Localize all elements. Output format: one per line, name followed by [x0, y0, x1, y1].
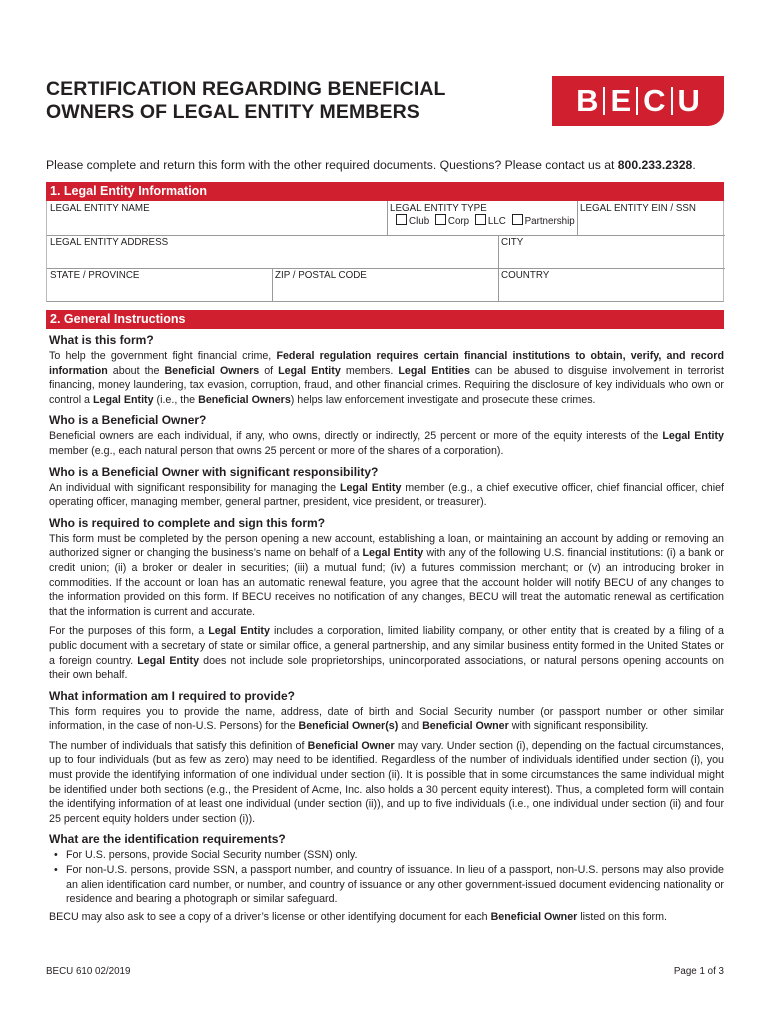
legal-entity-type-field: LEGAL ENTITY TYPE	[390, 203, 487, 214]
section-1-header: 1. Legal Entity Information	[46, 182, 724, 201]
instruction-identification: What are the identification requirements? • For U.S. persons, provide Social Security number (SSN) only. • For non-U.S. persons, provide SSN, a passport number, and country of issuance. In lieu of a passport, non-U.S. persons may also provide an alien identification card number, or number, and country of issuance or any other government-issued document evidencing nationality or residence and bearing a photograph or similar safeguard. BECU may also ask to see a copy of a driver’s license or other identifying document for each Beneficial Owner listed on this form.	[46, 832, 724, 924]
list-item: • For U.S. persons, provide Social Security number (SSN) only.	[66, 848, 724, 863]
instruction-significant-responsibility: Who is a Beneficial Owner with significant responsibility? An individual with significant responsibility for managing the Legal Entity member (e.g., a chief executive officer, chief financial officer, chief operating officer, managing member, general partner, president, vice president, or treasurer).	[49, 464, 724, 509]
instruction-required-info: What information am I required to provide? This form requires you to provide the name, address, date of birth and Social Security number (or passport number or other similar information, in the case of non-U.S. Persons) for the Beneficial Owner(s) and Beneficial Owner with significant responsibility. The number of individuals that satisfy this definition of Beneficial Owner may vary. Under section (i), depending on the factual circumstances, up to four individuals (but as few as zero) may need to be identified. Regardless of the number of individuals identified under section (i), you must provide the identifying information of one individual under section (ii). It is possible that in some circumstances the same individual might be identified under both sections (e.g., the President of Acme, Inc. also holds a 30 percent equity interest). Thus, a completed form will contain the identifying information of at least one individual (under section (ii)), and up to five individuals (i.e., one individual under section (ii) and four 25 percent equity holders under section (i)).	[49, 688, 724, 825]
contact-phone: 800.233.2328	[617, 158, 693, 172]
general-instructions	[46, 333, 724, 930]
identification-list	[46, 848, 724, 906]
intro-text: Please complete and return this form with the other required documents. Questions? Please contact us at 800.233.2328.	[46, 158, 696, 172]
list-item: • For non-U.S. persons, provide SSN, a passport number, and country of issuance. In lieu of a passport, non-U.S. persons may also provide an alien identification card number, or number, and country of issuance or any other government-issued document evidencing nationality or residence and bearing a photograph or similar safeguard.	[66, 863, 724, 907]
section-2-header: 2. General Instructions	[46, 310, 724, 329]
corp-checkbox[interactable]	[435, 214, 446, 225]
legal-entity-name-field[interactable]: LEGAL ENTITY NAME	[50, 203, 150, 214]
instruction-beneficial-owner: Who is a Beneficial Owner? Beneficial owners are each individual, if any, who owns, directly or indirectly, 25 percent or more of the equity interests of the Legal Entity member (e.g., each natural person that owns 25 percent or more of the shares of a corporation).	[49, 413, 724, 457]
becu-logo: B E C U	[552, 76, 724, 126]
legal-entity-ein-field[interactable]: LEGAL ENTITY EIN / SSN	[580, 203, 696, 214]
legal-entity-table	[46, 201, 724, 302]
zip-postal-code-field[interactable]: ZIP / POSTAL CODE	[275, 270, 367, 281]
country-field[interactable]: COUNTRY	[501, 270, 550, 281]
partnership-checkbox[interactable]	[512, 214, 523, 225]
page-number: Page 1 of 3	[673, 966, 724, 977]
legal-entity-address-field[interactable]: LEGAL ENTITY ADDRESS	[50, 237, 169, 248]
page-title: CERTIFICATION REGARDING BENEFICIAL OWNERS OF LEGAL ENTITY MEMBERS	[46, 78, 446, 123]
form-id: BECU 610 02/2019	[46, 966, 131, 977]
llc-checkbox[interactable]	[475, 214, 486, 225]
city-field[interactable]: CITY	[501, 237, 524, 248]
club-checkbox[interactable]	[396, 214, 407, 225]
instruction-what-is-form: What is this form? To help the government fight financial crime, Federal regulation requires certain financial institutions to obtain, verify, and record information about the Beneficial Owners of Legal Entity members. Legal Entities can be abused to disguise involvement in terrorist financing, money laundering, tax evasion, corruption, fraud, and other financial crimes. Requiring the disclosure of key individuals who own or control a Legal Entity (i.e., the Beneficial Owners) helps law enforcement investigate and prosecute these crimes.	[49, 333, 724, 406]
instruction-who-completes: Who is required to complete and sign this form? This form must be completed by the person opening a new account, establishing a loan, or maintaining an account by adding or removing an authorized signer or changing the business’s name on behalf of a Legal Entity with any of the following U.S. financial institutions: (i) a bank or credit union; (ii) a broker or dealer in securities; (iii) a mutual fund; (iv) a futures commission merchant; or (v) an introducing broker in commodities. If the account or loan has an automatic renewal feature, you agree that the account holder will notify BECU of any changes to the information provided on this form. If BECU receives no notification of any changes, BECU will treat the automatic renewal as certification that the information is current and accurate. For the purposes of this form, a Legal Entity includes a corporation, limited liability company, or other entity that is created by a filing of a public document with a secretary of state or similar office, a general partnership, and any similar business entity formed in the United States or a foreign country. Legal Entity does not include sole proprietorships, unincorporated associations, or natural persons opening accounts on their own behalf.	[49, 515, 724, 682]
entity-type-options: Club Corp LLC Partnership	[393, 214, 575, 227]
state-province-field[interactable]: STATE / PROVINCE	[50, 270, 140, 281]
